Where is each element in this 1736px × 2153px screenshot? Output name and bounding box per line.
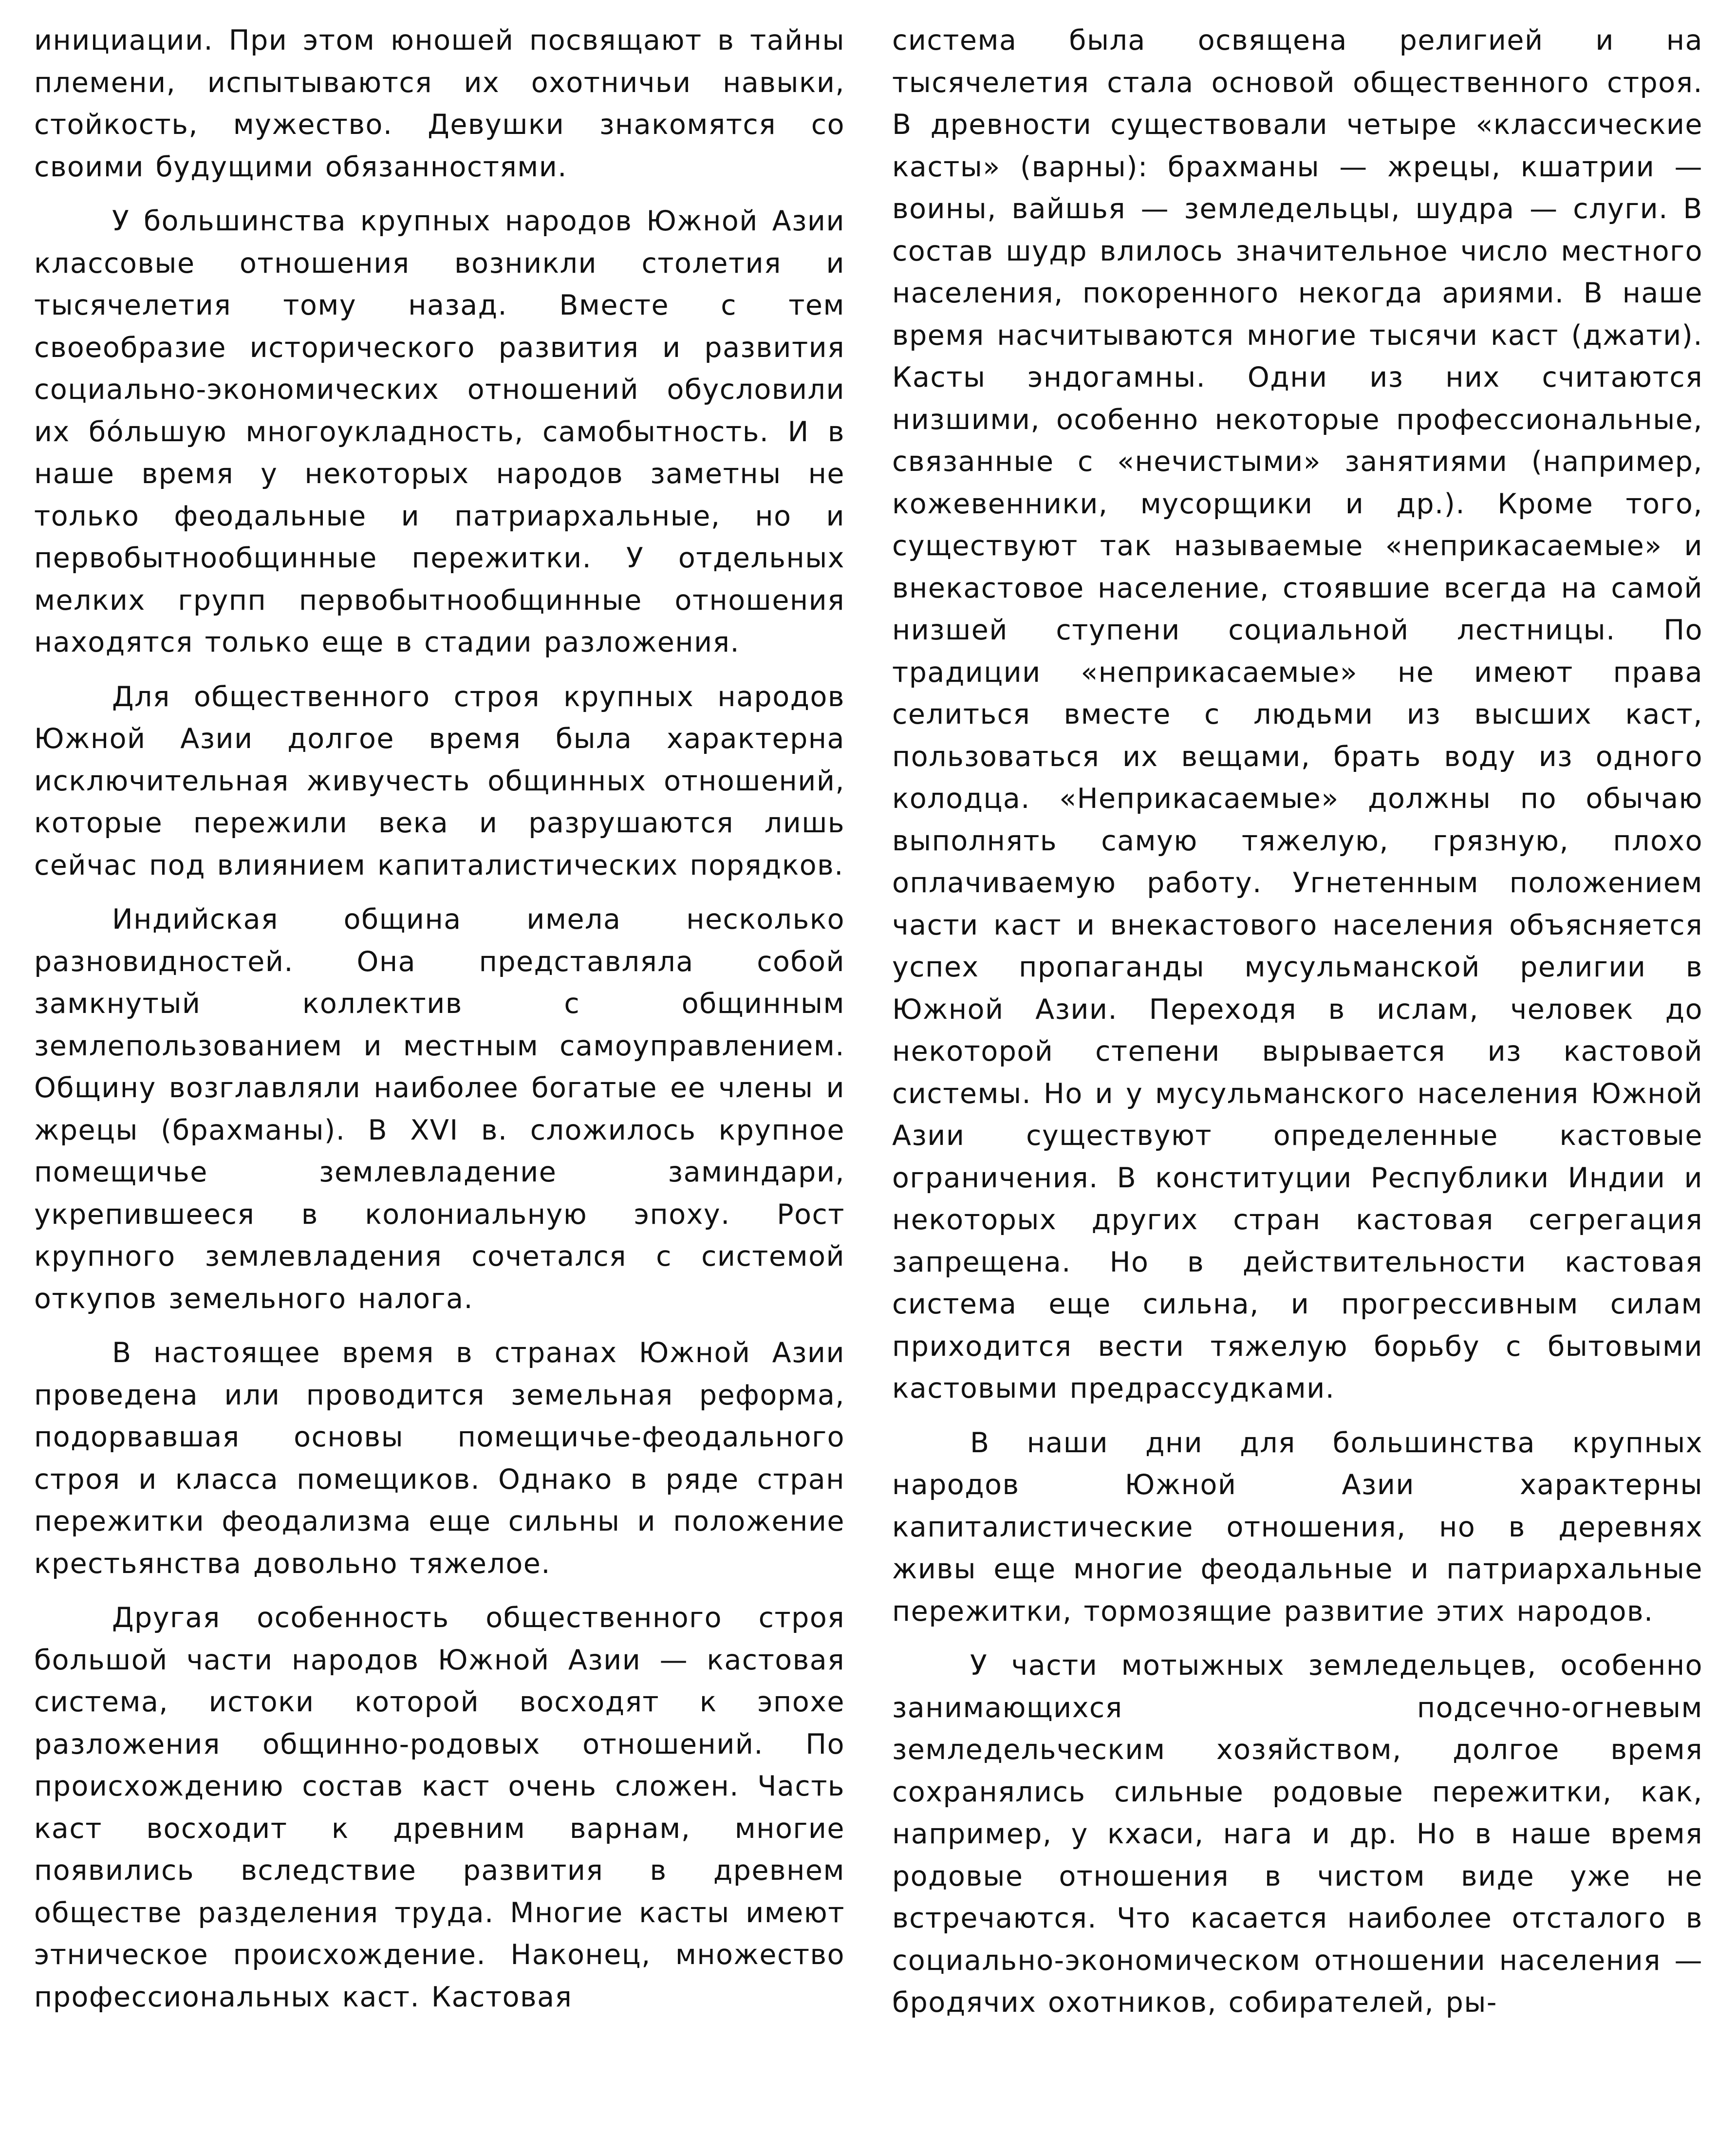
right-text-column xyxy=(892,19,1703,2143)
paragraph: У части мотыжных земледельцев, особенно занимающихся подсечно-огневым земледельческим хозяйством, долгое время сохранялись сильные родовые пережитки, как, например, у кхаси, нага и др. Но в наше время родовые отношения в чистом виде уже не встречаются. Что касается наиболее отсталого в социально-экономическом отношении населения — бродячих охотников, собирателей, ры- xyxy=(892,1649,1703,2019)
left-text-column xyxy=(34,19,845,2143)
paragraph: Другая особенность общественного строя большой части народов Южной Азии — кастовая система, истоки которой восходят к эпохе разложения общинно-родовых отношений. По происхождению состав каст очень сложен. Часть каст восходит к древним варнам, многие появились вследствие развития в древнем обществе разделения труда. Многие касты имеют этническое происхождение. Наконец, множество профессиональных каст. Кастовая xyxy=(34,1602,845,2013)
paragraph: В настоящее время в странах Южной Азии проведена или проводится земельная реформа, подорвавшая основы помещичье-феодального строя и класса помещиков. Однако в ряде стран пережитки феодализма еще сильны и положение крестьянства довольно тяжелое. xyxy=(34,1337,845,1580)
paragraph: Индийская община имела несколько разновидностей. Она представляла собой замкнутый коллектив с общинным землепользованием и местным самоуправлением. Общину возглавляли наиболее богатые ее члены и жрецы (брахманы). В XVI в. сложилось крупное помещичье землевладение заминдари, укрепившееся в колониальную эпоху. Рост крупного землевладения сочетался с системой откупов земельного налога. xyxy=(34,903,845,1315)
paragraph: В наши дни для большинства крупных народов Южной Азии характерны капиталистические отношения, но в деревнях живы еще многие феодальные и патриархальные пережитки, тормозящие развитие этих народов. xyxy=(892,1426,1703,1628)
paragraph: Для общественного строя крупных народов Южной Азии долгое время была характерна исключительная живучесть общинных отношений, которые пережили века и разрушаются лишь сейчас под влиянием капиталистических порядков. xyxy=(34,680,845,881)
paragraph: У большинства крупных народов Южной Азии классовые отношения возникли столетия и тысячелетия тому назад. Вместе с тем своеобразие исторического развития и развития социально-экономических отношений обусловили их бо́льшую многоукладность, самобытность. И в наше время у некоторых народов заметны не только феодальные и патриархальные, но и первобытнообщинные пережитки. У отдельных мелких групп первобытнообщинные отношения находятся только еще в стадии разложения. xyxy=(34,205,845,658)
paragraph: система была освящена религией и на тысячелетия стала основой общественного строя. В древности существовали четыре «классические касты» (варны): брахманы — жрецы, кшатрии — воины, вайшья — земледельцы, шудра — слуги. В состав шудр влилось значительное число местного населения, покоренного некогда ариями. В наше время насчитываются многие тысячи каст (джати). Касты эндогамны. Одни из них считаются низшими, особенно некоторые профессиональные, связанные с «нечистыми» занятиями (например, кожевенники, мусорщики и др.). Кроме того, существуют так называемые «неприкасаемые» и внекастовое население, стоявшие всегда на самой низшей ступени социальной лестницы. По традиции «неприкасаемые» не имеют права селиться вместе с людьми из высших каст, пользоваться их вещами, брать воду из одного колодца. «Неприкасаемые» должны по обычаю выполнять самую тяжелую, грязную, плохо оплачиваемую работу. Угнетенным положением части каст и внекастового населения объясняется успех пропаганды мусульманской религии в Южной Азии. Переходя в ислам, человек до некоторой степени вырывается из кастовой системы. Но и у мусульманского населения Южной Азии существуют определенные кастовые ограничения. В конституции Республики Индии и некоторых других стран кастовая сегрегация запрещена. Но в действительности кастовая система еще сильна, и прогрессивным силам приходится вести тяжелую борьбу с бытовыми кастовыми предрассудками. xyxy=(892,24,1703,1404)
paragraph: инициации. При этом юношей посвящают в тайны племени, испытываются их охотничьи навыки, стойкость, мужество. Девушки знакомятся со своими будущими обязанностями. xyxy=(34,24,845,183)
